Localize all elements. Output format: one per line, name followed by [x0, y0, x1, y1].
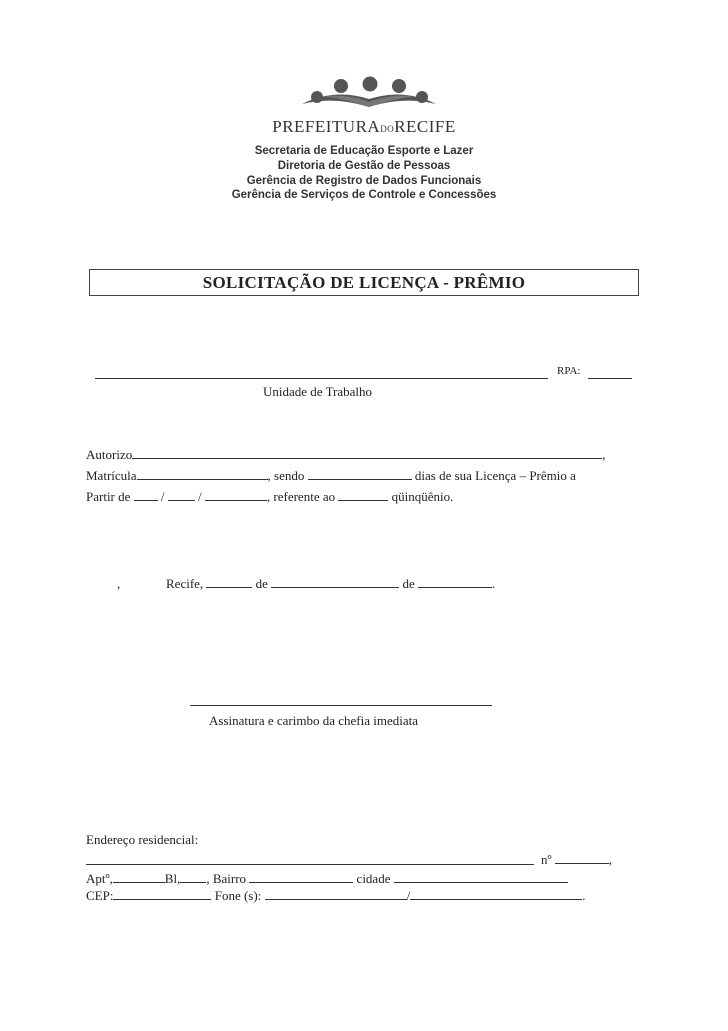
autorizo-label: Autorizo	[86, 447, 133, 462]
quinquenio-label: qüinqüênio.	[391, 489, 454, 504]
signature-caption: Assinatura e carimbo da chefia imediata	[209, 713, 418, 728]
fone-label: Fone (s):	[214, 888, 262, 903]
year-field[interactable]	[205, 489, 267, 501]
referente-label: , referente ao	[266, 489, 336, 504]
header-line-2: Diretoria de Gestão de Pessoas	[277, 160, 451, 172]
partir-de-label: Partir de	[86, 489, 131, 504]
signature-field[interactable]	[190, 705, 492, 706]
header-line-1: Secretaria de Educação Esporte e Lazer	[254, 145, 474, 157]
matricula-field[interactable]	[137, 468, 268, 480]
apt-field[interactable]	[113, 871, 165, 883]
bl-field[interactable]	[180, 871, 206, 883]
date-year-field[interactable]	[418, 576, 492, 588]
autorizo-line	[86, 447, 605, 463]
quinquenio-field[interactable]	[338, 489, 388, 501]
matricula-label: Matrícula	[86, 468, 137, 483]
cidade-field[interactable]	[394, 871, 568, 883]
numero-comma: ,	[608, 852, 613, 867]
fone-field-1[interactable]	[265, 888, 407, 900]
endereco-label: Endereço residencial:	[86, 832, 199, 847]
autorizo-name-field[interactable]	[132, 447, 602, 459]
recife-label: Recife,	[166, 576, 204, 591]
cep-label: CEP:	[86, 888, 114, 903]
date-line	[166, 576, 495, 592]
rpa-field[interactable]	[588, 378, 632, 379]
header-line-3: Gerência de Registro de Dados Funcionais	[246, 175, 482, 187]
numero-line	[541, 852, 612, 868]
fone-period: .	[582, 888, 586, 903]
fone-slash: /	[406, 888, 411, 903]
apt-label: Aptº,	[86, 871, 113, 886]
bl-label: Bl,	[164, 871, 181, 886]
date-month-field[interactable]	[271, 576, 399, 588]
matricula-line	[86, 468, 576, 484]
rpa-label: RPA:	[557, 365, 581, 377]
dias-label: dias de sua Licença – Prêmio a	[414, 468, 576, 483]
organization-name: PREFEITURADORECIFE	[272, 117, 456, 136]
form-title: SOLICITAÇÃO DE LICENÇA - PRÊMIO	[89, 269, 639, 296]
unidade-trabalho-field[interactable]	[95, 378, 548, 379]
date-day-field[interactable]	[206, 576, 252, 588]
cep-line	[86, 888, 585, 904]
dias-field[interactable]	[308, 468, 412, 480]
unidade-trabalho-caption: Unidade de Trabalho	[263, 384, 373, 399]
month-field[interactable]	[168, 489, 195, 501]
date-line-comma: ,	[117, 576, 121, 591]
numero-field[interactable]	[555, 852, 609, 864]
numero-label: nº	[541, 852, 552, 867]
date-period: .	[491, 576, 496, 591]
de-label-1: de	[255, 576, 268, 591]
apt-line	[86, 871, 568, 887]
date-slash-1: /	[160, 489, 165, 504]
autorizo-comma: ,	[602, 447, 606, 462]
bairro-label: , Bairro	[206, 871, 247, 886]
cidade-label: cidade	[356, 871, 391, 886]
de-label-2: de	[402, 576, 415, 591]
fone-field-2[interactable]	[410, 888, 582, 900]
day-field[interactable]	[134, 489, 158, 501]
cep-field[interactable]	[113, 888, 211, 900]
endereco-field[interactable]	[86, 864, 534, 865]
header-line-4: Gerência de Serviços de Controle e Concessões	[231, 189, 497, 201]
bairro-field[interactable]	[249, 871, 353, 883]
sendo-label: , sendo	[267, 468, 305, 483]
partir-de-line	[86, 489, 453, 505]
prefeitura-logo-icon	[294, 74, 444, 114]
date-slash-2: /	[198, 489, 202, 504]
